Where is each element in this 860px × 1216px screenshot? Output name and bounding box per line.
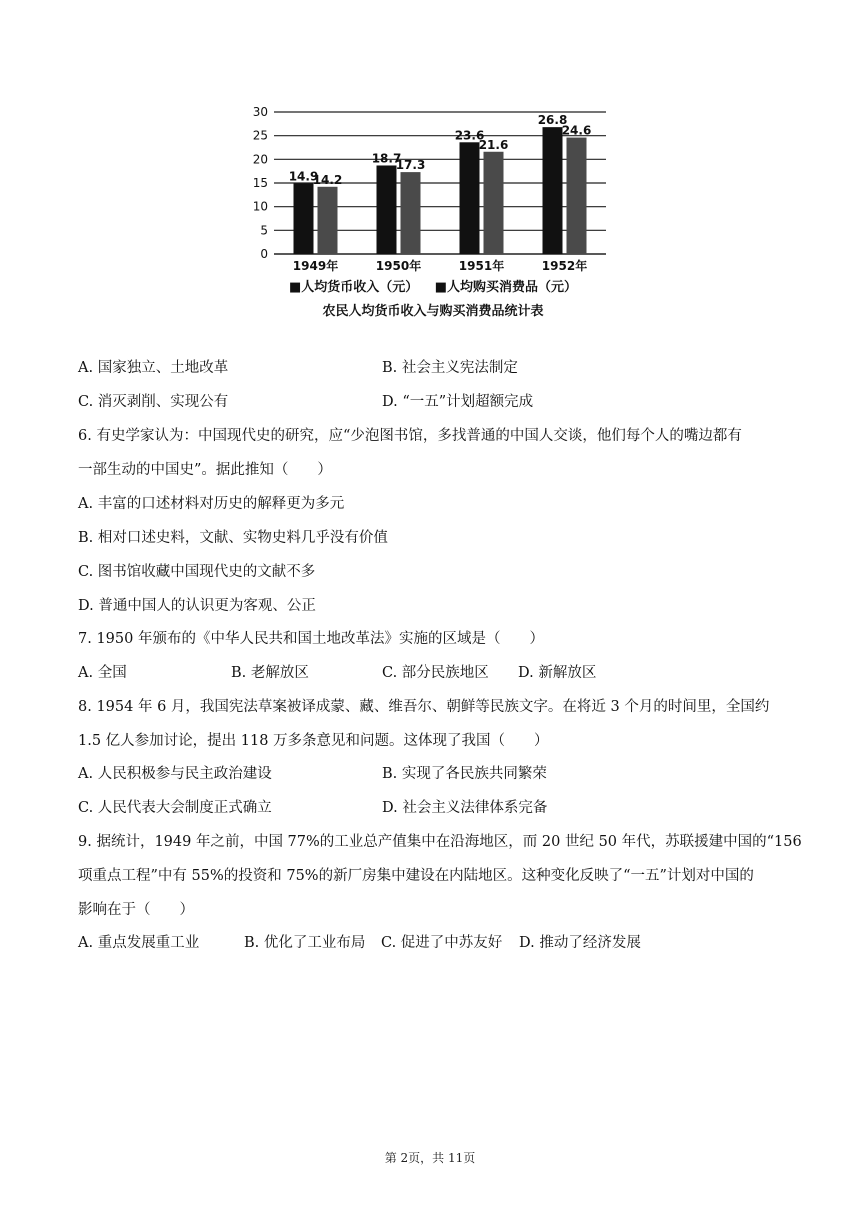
x-category-label: 1950年	[375, 259, 422, 273]
y-tick-label: 10	[252, 199, 268, 214]
data-label: 18.7	[371, 151, 402, 166]
legend-label-consumption: ■人均购买消费品（元）	[434, 280, 578, 295]
q7-option-b: B. 老解放区	[231, 665, 309, 681]
data-label: 24.6	[561, 123, 592, 138]
y-tick-label: 5	[260, 223, 268, 238]
q7-option-a: A. 全国	[78, 665, 127, 681]
bar-income	[460, 142, 480, 254]
q9-stem-line-1: 9. 据统计，1949 年之前，中国 77%的工业总产值集中在沿海地区，而 20 世纪 50 年代，苏联援建中国的“156	[78, 834, 802, 850]
y-tick-label: 30	[252, 105, 268, 119]
q9-option-a: A. 重点发展重工业	[78, 935, 200, 951]
bar-consumption	[484, 152, 504, 254]
data-label: 17.3	[395, 158, 426, 173]
q6-option-d: D. 普通中国人的认识更为客观、公正	[78, 598, 316, 614]
legend-item-income	[289, 276, 418, 295]
q9-option-c: C. 促进了中苏友好	[381, 935, 503, 951]
q8-option-c: C. 人民代表大会制度正式确立	[78, 800, 272, 816]
data-label: 14.9	[288, 169, 319, 184]
bar-consumption	[567, 138, 587, 254]
y-tick-label: 25	[252, 128, 268, 143]
bar-income	[543, 127, 563, 254]
q8-option-b: B. 实现了各民族共同繁荣	[382, 766, 547, 782]
q6-stem-line-1: 6. 有史学家认为：中国现代史的研究，应“少泡图书馆，多找普通的中国人交谈，他们每个人的嘴边都有	[78, 428, 742, 444]
chart-legend	[248, 276, 618, 295]
q5-option-d: D. “一五”计划超额完成	[382, 394, 534, 410]
data-label: 14.2	[312, 172, 343, 187]
data-label: 23.6	[454, 128, 485, 143]
x-category-label: 1951年	[458, 259, 505, 273]
x-category-label: 1949年	[292, 259, 339, 273]
q8-stem-line-1: 8. 1954 年 6 月，我国宪法草案被译成蒙、藏、维吾尔、朝鲜等民族文字。在将近 3 个月的时间里，全国约	[78, 699, 770, 715]
x-category-label: 1952年	[541, 259, 588, 273]
legend-item-consumption	[435, 276, 577, 295]
bar-income	[294, 183, 314, 254]
q6-stem-line-2: 一部生动的中国史”。据此推知（ ）	[78, 462, 332, 478]
data-label: 21.6	[478, 137, 509, 152]
y-tick-label: 20	[252, 152, 268, 167]
q8-option-a: A. 人民积极参与民主政治建设	[78, 766, 272, 782]
q5-option-c: C. 消灭剥削、实现公有	[78, 394, 229, 410]
q5-option-a: A. 国家独立、土地改革	[78, 360, 229, 376]
legend-label-income: ■人均货币收入（元）	[288, 280, 419, 295]
chart-svg	[248, 98, 618, 278]
q9-stem-line-3: 影响在于（ ）	[78, 902, 194, 918]
y-tick-label: 15	[252, 176, 268, 190]
bar-consumption	[401, 172, 421, 254]
y-tick-label: 0	[260, 247, 268, 261]
q6-option-c: C. 图书馆收藏中国现代史的文献不多	[78, 564, 316, 580]
q5-option-b: B. 社会主义宪法制定	[382, 360, 518, 376]
q8-stem-line-2: 1.5 亿人参加讨论，提出 118 万多条意见和问题。这体现了我国（ ）	[78, 733, 549, 749]
q9-option-b: B. 优化了工业布局	[244, 935, 366, 951]
bar-income	[377, 165, 397, 254]
bar-consumption	[318, 187, 338, 254]
q7-option-d: D. 新解放区	[518, 665, 597, 681]
q9-stem-line-2: 项重点工程”中有 55%的投资和 75%的新厂房集中建设在内陆地区。这种变化反映了“一五”计划对中国的	[78, 868, 754, 884]
q8-option-d: D. 社会主义法律体系完备	[382, 800, 548, 816]
q6-option-a: A. 丰富的口述材料对历史的解释更为多元	[78, 496, 345, 512]
chart-title: 农民人均货币收入与购买消费品统计表	[322, 304, 544, 319]
q6-option-b: B. 相对口述史料，文献、实物史料几乎没有价值	[78, 530, 388, 546]
data-label: 26.8	[537, 113, 568, 128]
q9-option-d: D. 推动了经济发展	[519, 935, 641, 951]
page-footer: 第 2页，共 11页	[384, 1151, 476, 1165]
q7-stem: 7. 1950 年颁布的《中华人民共和国土地改革法》实施的区域是（ ）	[78, 631, 544, 647]
q7-option-c: C. 部分民族地区	[382, 665, 489, 681]
